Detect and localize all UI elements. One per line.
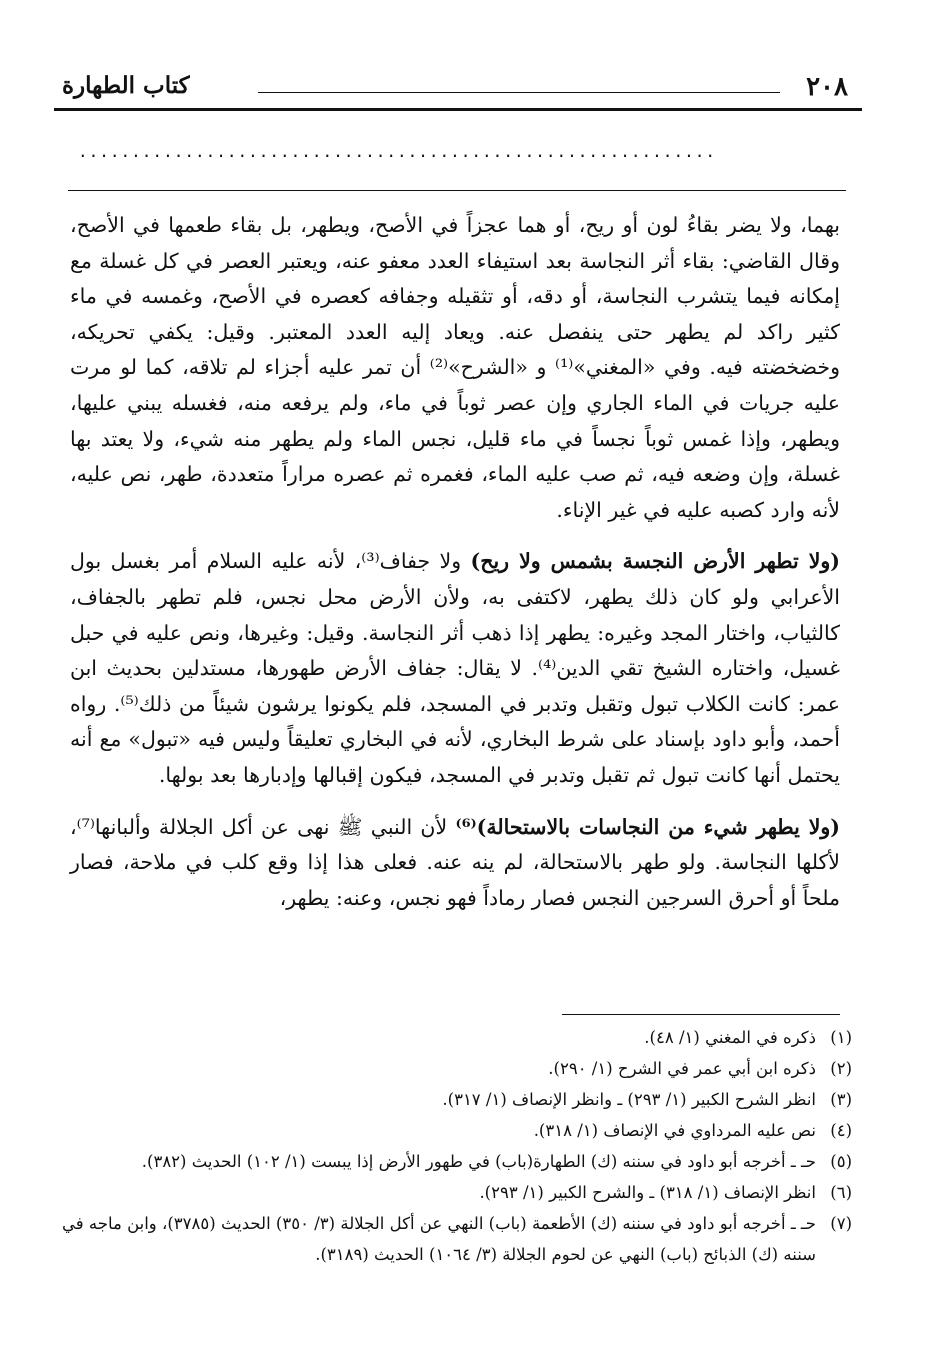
footnote-number: (٢)	[830, 1059, 852, 1078]
footnote-text: نص عليه المرداوي في الإنصاف (١/ ٣١٨).	[533, 1121, 816, 1140]
section-rule	[68, 190, 846, 191]
footnote-number: (١)	[830, 1028, 852, 1047]
footnotes	[62, 1022, 852, 1270]
paragraph-text: بهما، ولا يضر بقاءُ لون أو ريح، أو هما عجزاً في الأصح، ويطهر، بل بقاء طعمها في الأصح، وقال القاضي: بقاء أثر النجاسة بعد استيفاء العدد معفو عنه، ويعتبر العصر في كل غسلة مع إمكانه فيما يتشرب النجاسة، أو دقه، أو تثقيله وجفافه كعصره في الأصح، وغمسه في ماء كثير راكد لم يطهر حتى ينفصل عنه. ويعاد إليه العدد المعتبر. وقيل: يكفي تحريكه، وخضخضته فيه. وفي «المغني»⁽¹⁾ و «الشرح»⁽²⁾ أن تمر عليه أجزاء لم تلاقه، كما لو مرت عليه جريات في الماء الجاري وإن عصر ثوباً في ماء، ولم يرفعه منه، فغسله يبني عليها، ويطهر، وإذا غمس ثوباً نجساً في ماء قليل، نجس الماء ولم يطهر منه شيء، ولا يعتد بها غسلة، وإن وضعه فيه، ثم صب عليه الماء، فغمره ثم عصره مراراً متعددة، طهر، نص عليه، لأنه وارد كصبه عليه في غير الإناء.	[70, 213, 840, 522]
footnote	[62, 1022, 852, 1053]
footnote	[62, 1084, 852, 1115]
page-number: ٢٠٨	[806, 72, 848, 102]
paragraph-text: لأن النبي ﷺ نهى عن أكل الجلالة وألبانها⁽⁷⁾، لأكلها النجاسة. ولو طهر بالاستحالة، لم ينه عنه. فعلى هذا إذا وقع كلب في ملاحة، فصار ملحاً أو أحرق السرجين النجس فصار رماداً فهو نجس، وعنه: يطهر،	[70, 814, 840, 910]
paragraph-text: ولا جفاف⁽³⁾، لأنه عليه السلام أمر بغسل بول الأعرابي ولو كان ذلك يطهر، لاكتفى به، ولأن الأرض محل نجس، فلم تطهر بالجفاف، كالثياب، واختار المجد وغيره: يطهر إذا ذهب أثر النجاسة. وقيل: وغيرها، ونص عليه في حبل غسيل، واختاره الشيخ تقي الدين⁽⁴⁾. لا يقال: جفاف الأرض طهورها، مستدلين بحديث ابن عمر: كانت الكلاب تبول وتقبل وتدبر في المسجد، فلم يكونوا يرشون شيئاً من ذلك⁽⁵⁾. رواه أحمد، وأبو داود بإسناد على شرط البخاري، لأنه في البخاري تعليقاً وليس فيه «تبول» مع أنه يحتمل أنها كانت تبول ثم تقبل وتدبر في المسجد، فيكون إقبالها وإدبارها بعد بولها.	[70, 549, 840, 787]
footnote	[62, 1115, 852, 1146]
footnote-text: حـ ـ أخرجه أبو داود في سننه (ك) الطهارة(باب) في طهور الأرض إذا يبست (١/ ١٠٢) الحديث (٣٨٢).	[141, 1152, 816, 1171]
footnote-number: (٧)	[830, 1214, 852, 1233]
footnote-text: انظر الشرح الكبير (١/ ٢٩٣) ـ وانظر الإنصاف (١/ ٣١٧).	[442, 1090, 816, 1109]
footnote-text: حـ ـ أخرجه أبو داود في سننه (ك) الأطعمة (باب) النهي عن أكل الجلالة (٣/ ٣٥٠) الحديث (٣٧٨٥)، وابن ماجه في سننه (ك) الذبائح (باب) النهي عن لحوم الجلالة (٣/ ١٠٦٤) الحديث (٣١٨٩).	[62, 1214, 816, 1264]
paragraph-lead: (ولا تطهر الأرض النجسة بشمس ولا ريح)	[470, 549, 840, 574]
paragraph	[70, 544, 840, 793]
running-title: كتاب الطهارة	[62, 72, 190, 99]
header-underline	[54, 108, 862, 111]
footnote	[62, 1146, 852, 1177]
paragraph-lead: (ولا يطهر شيء من النجاسات بالاستحالة)⁽⁶⁾	[455, 814, 840, 839]
paragraph	[70, 208, 840, 528]
main-text	[70, 208, 840, 916]
footnote-text: انظر الإنصاف (١/ ٣١٨) ـ والشرح الكبير (١/ ٢٩٣).	[479, 1183, 816, 1202]
footnote-rule	[562, 1014, 840, 1015]
footnote-number: (٤)	[830, 1121, 852, 1140]
footnote-text: ذكره ابن أبي عمر في الشرح (١/ ٢٩٠).	[548, 1059, 816, 1078]
footnote-number: (٦)	[830, 1183, 852, 1202]
footnote	[62, 1208, 852, 1270]
dotted-separator: ............................................................	[78, 142, 716, 160]
footnote	[62, 1053, 852, 1084]
running-head	[62, 70, 848, 106]
header-rule	[258, 92, 780, 93]
footnote-number: (٣)	[830, 1090, 852, 1109]
paragraph	[70, 810, 840, 917]
footnote-text: ذكره في المغني (١/ ٤٨).	[644, 1028, 816, 1047]
footnote-number: (٥)	[830, 1152, 852, 1171]
footnote	[62, 1177, 852, 1208]
